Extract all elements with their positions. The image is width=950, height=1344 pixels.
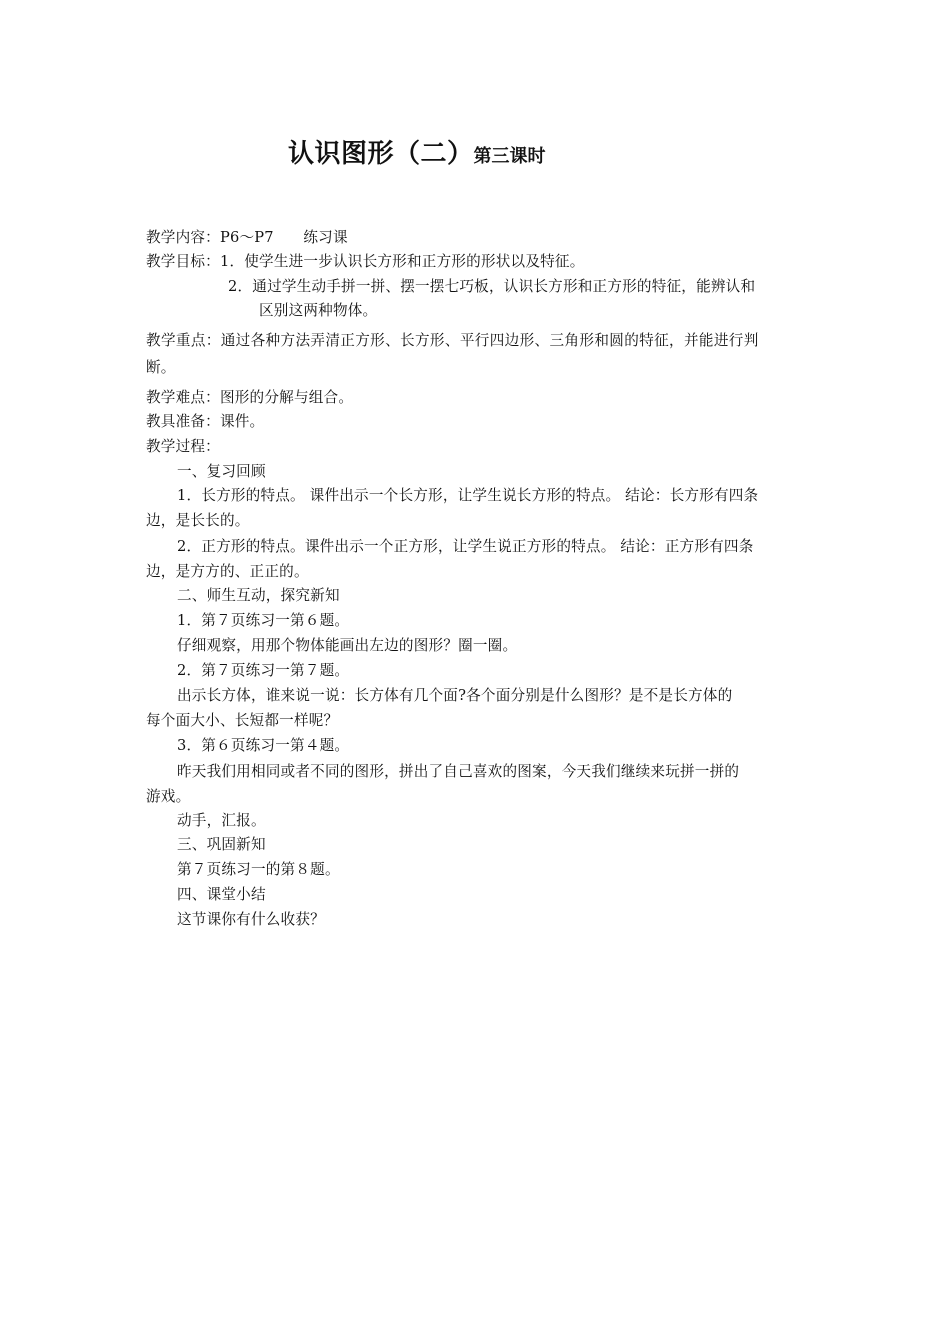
exercise-item-2-text: 出示长方体，谁来说一说：长方体有几个面?各个面分别是什么图形？是不是长方体的 (177, 687, 733, 704)
document-title (288, 133, 546, 170)
exercise-item-3-text-cont: 游戏。 (146, 788, 191, 805)
title-main: 认识图形（二） (288, 139, 474, 169)
exercise-item-2: 2．第７页练习一第７题。 (177, 662, 350, 679)
exercise-item-2-text-cont: 每个面大小、长短都一样呢？ (146, 712, 339, 729)
paragraph-square: 2．正方形的特点。课件出示一个正方形，让学生说正方形的特点。 结论：正方形有四条 (177, 538, 754, 555)
exercise-item-1: 1．第７页练习一第６题。 (177, 612, 350, 629)
exercise-item-3-text: 昨天我们用相同或者不同的图形，拼出了自己喜欢的图案，今天我们继续来玩拼一拼的 (177, 763, 740, 780)
paragraph-square-cont: 边，是方方的、正正的。 (146, 563, 309, 580)
summary-question: 这节课你有什么收获？ (177, 911, 325, 928)
teaching-goal-1: 教学目标：1．使学生进一步认识长方形和正方形的形状以及特征。 (146, 253, 585, 270)
paragraph-rectangle-cont: 边，是长长的。 (146, 512, 250, 529)
teaching-goal-2: 2．通过学生动手拼一拼、摆一摆七巧板，认识长方形和正方形的特征，能辨认和 (228, 278, 756, 295)
section-heading-explore: 二、师生互动，探究新知 (177, 587, 340, 604)
section-heading-consolidate: 三、巩固新知 (177, 836, 266, 853)
teaching-process-heading: 教学过程： (146, 438, 220, 455)
teaching-key-point-cont: 断。 (146, 359, 176, 376)
title-sub: 第三课时 (473, 146, 546, 167)
teaching-key-point: 教学重点：通过各种方法弄清正方形、长方形、平行四边形、三角形和圆的特征，并能进行判 (146, 332, 759, 349)
teaching-tools: 教具准备：课件。 (146, 413, 265, 430)
teaching-goal-2-cont: 区别这两种物体。 (259, 302, 378, 319)
paragraph-rectangle: 1．长方形的特点。 课件出示一个长方形，让学生说长方形的特点。 结论：长方形有四条 (177, 487, 759, 504)
consolidate-exercise: 第７页练习一的第８题。 (177, 861, 340, 878)
section-heading-review: 一、复习回顾 (177, 463, 266, 480)
activity-report: 动手，汇报。 (177, 812, 266, 829)
exercise-item-3: 3．第６页练习一第４题。 (177, 737, 350, 754)
exercise-item-1-text: 仔细观察，用那个物体能画出左边的图形？圈一圈。 (177, 637, 518, 654)
teaching-difficulty: 教学难点：图形的分解与组合。 (146, 389, 354, 406)
teaching-content: 教学内容：P6～P7 练习课 (146, 229, 348, 246)
section-heading-summary: 四、课堂小结 (177, 886, 266, 903)
